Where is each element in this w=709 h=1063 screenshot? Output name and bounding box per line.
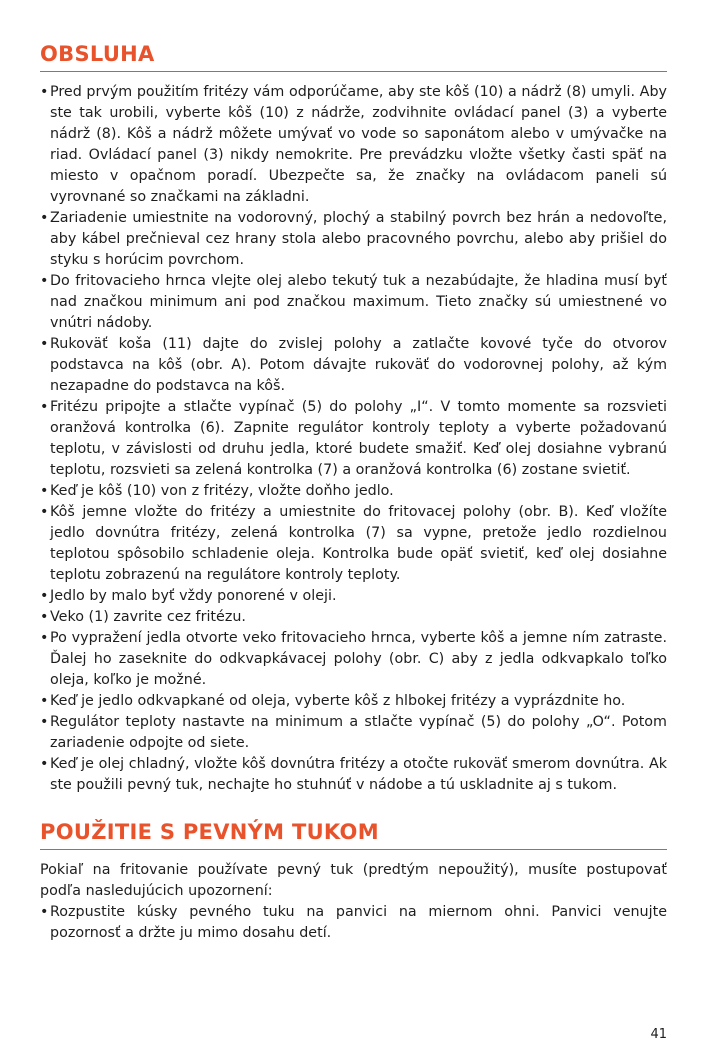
list-item: • Rukoväť koša (11) dajte do zvislej polohy a zatlačte kovové tyče do otvorov podstavca na kôš (obr. A). Potom dávajte rukoväť do vodorovnej polohy, až kým nezapadne do podstavca na kôš. <box>40 334 667 397</box>
list-item: • Keď je jedlo odkvapkané od oleja, vyberte kôš z hlbokej fritézy a vyprázdnite ho. <box>40 691 667 712</box>
section-pevny-tuk <box>40 818 667 944</box>
list-item: • Pred prvým použitím fritézy vám odporúčame, aby ste kôš (10) a nádrž (8) umyli. Aby ste tak urobili, vyberte kôš (10) z nádrže, zodvihnite ovládací panel (3) a vyberte nádrž (8). Kôš a nádrž môžete umývať vo vode so saponátom alebo v umývačke na riad. Ovládací panel (3) nikdy nemokrite. Pre prevádzku vložte všetky časti späť na miesto v opačnom poradí. Ubezpečte sa, že značky na ovládacom paneli sú vyrovnané so značkami na základni. <box>40 82 667 208</box>
section-intro: Pokiaľ na fritovanie používate pevný tuk (predtým nepoužitý), musíte postupovať podľa nasledujúcich upozornení: <box>40 862 667 899</box>
list-item: • Do fritovacieho hrnca vlejte olej alebo tekutý tuk a nezabúdajte, že hladina musí byť nad značkou minimum ani pod značkou maximum. Tieto značky sú umiestnené vo vnútri nádoby. <box>40 271 667 334</box>
list-item: • Fritézu pripojte a stlačte vypínač (5) do polohy „I“. V tomto momente sa rozsvieti oranžová kontrolka (6). Zapnite regulátor kontroly teploty a vyberte požadovanú teplotu, v závislosti od druhu jedla, ktoré budete smažiť. Keď olej dosiahne vybranú teplotu, rozsvieti sa zelená kontrolka (7) a oranžová kontrolka (6) zostane svietiť. <box>40 397 667 481</box>
page-number: 41 <box>650 1027 667 1042</box>
list-item: • Keď je olej chladný, vložte kôš dovnútra fritézy a otočte rukoväť smerom dovnútra. Ak ste použili pevný tuk, nechajte ho stuhnúť v nádobe a tú uskladnite aj s tukom. <box>40 754 667 796</box>
section-title-pevny-tuk: POUŽITIE S PEVNÝM TUKOM <box>40 818 667 850</box>
list-item: • Jedlo by malo byť vždy ponorené v oleji. <box>40 586 667 607</box>
section-obsluha <box>40 40 667 796</box>
list-item: • Veko (1) zavrite cez fritézu. <box>40 607 667 628</box>
list-item: • Keď je kôš (10) von z fritézy, vložte doňho jedlo. <box>40 481 667 502</box>
list-item: • Zariadenie umiestnite na vodorovný, plochý a stabilný povrch bez hrán a nedovoľte, aby kábel prečnieval cez hrany stola alebo pracovného povrchu, alebo aby prišiel do styku s horúcim povrchom. <box>40 208 667 271</box>
instruction-list <box>40 902 667 944</box>
list-item: • Po vypražení jedla otvorte veko fritovacieho hrnca, vyberte kôš a jemne ním zatraste. Ďalej ho zaseknite do odkvapkávacej polohy (obr. C) aby z jedla odkvapkalo toľko oleja, koľko je možné. <box>40 628 667 691</box>
page-content <box>40 40 667 944</box>
instruction-list <box>40 82 667 796</box>
section-title-obsluha: OBSLUHA <box>40 40 667 72</box>
list-item: • Kôš jemne vložte do fritézy a umiestnite do fritovacej polohy (obr. B). Keď vložíte jedlo dovnútra fritézy, zelená kontrolka (7) sa vypne, pretože jedlo rozdielnou teplotou spôsobilo schladenie oleja. Kontrolka bude opäť svietiť, keď olej dosiahne teplotu zobrazenú na regulátore kontroly teploty. <box>40 502 667 586</box>
list-item: • Regulátor teploty nastavte na minimum a stlačte vypínač (5) do polohy „O“. Potom zariadenie odpojte od siete. <box>40 712 667 754</box>
list-item: • Rozpustite kúsky pevného tuku na panvici na miernom ohni. Panvici venujte pozornosť a držte ju mimo dosahu detí. <box>40 902 667 944</box>
